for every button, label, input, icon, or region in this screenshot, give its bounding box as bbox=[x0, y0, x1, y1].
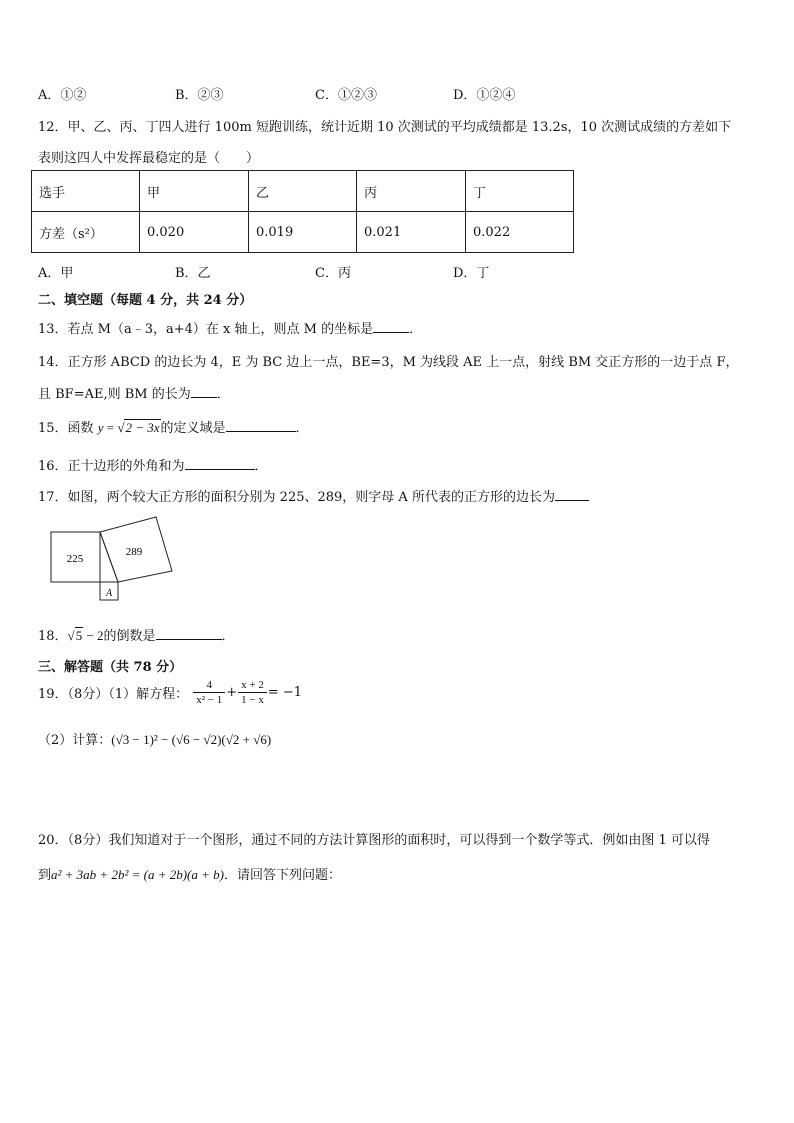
q15-end: ． bbox=[295, 421, 309, 436]
q12-option-b: B．乙 bbox=[175, 266, 211, 281]
triangle-edge bbox=[100, 532, 118, 582]
q13-end: ． bbox=[409, 322, 423, 337]
answer-blank bbox=[555, 488, 589, 501]
q17-text: 17．如图，两个较大正方形的面积分别为 225、289，则字母 A 所代表的正方形的边长为 bbox=[38, 490, 555, 505]
q19-part1-label: 19．（8分）（1）解方程： bbox=[38, 687, 189, 702]
q11-option-a: A．①② bbox=[38, 88, 87, 103]
q20-line2-prefix: 到 bbox=[38, 868, 52, 883]
q17 bbox=[38, 486, 589, 505]
fraction-numerator: x + 2 bbox=[238, 678, 267, 693]
table-header-cell: 乙 bbox=[249, 171, 357, 212]
plus-sign: + bbox=[226, 685, 238, 700]
q20-line2-suffix: ．请回答下列问题： bbox=[224, 868, 342, 883]
answer-blank bbox=[373, 320, 409, 333]
table-header-cell: 丙 bbox=[357, 171, 466, 212]
q12-option-d: D．丁 bbox=[453, 266, 490, 281]
q15-prefix: 15．函数 bbox=[38, 421, 94, 436]
q20-line1: 20．（8分）我们知道对于一个图形，通过不同的方法计算图形的面积时，可以得到一个数学等式．例如由图 1 可以得 bbox=[38, 833, 710, 848]
table-header-cell: 甲 bbox=[140, 171, 249, 212]
fraction-denominator: 1 − x bbox=[241, 694, 264, 706]
table-header-cell: 选手 bbox=[32, 171, 140, 212]
table-header-cell: 丁 bbox=[466, 171, 574, 212]
q11-option-d: D．①②④ bbox=[453, 88, 516, 103]
table-cell: 0.022 bbox=[466, 212, 574, 253]
sqrt-sign: √ bbox=[117, 420, 125, 435]
q15-radicand: 2 − 3x bbox=[125, 420, 160, 435]
q15-formula bbox=[98, 419, 161, 435]
table-row-label: 方差（s²） bbox=[32, 212, 140, 253]
answer-blank bbox=[185, 457, 255, 470]
q14-line1: 14．正方形 ABCD 的边长为 4，E 为 BC 边上一点，BE=3，M 为线段 AE 上一点，射线 BM 交正方形的一边于点 F， bbox=[38, 355, 739, 370]
q19-part2-expression: (√3 − 1)² − (√6 − √2)(√2 + √6) bbox=[111, 732, 272, 747]
q13 bbox=[38, 318, 422, 337]
q16-end: ． bbox=[254, 459, 268, 474]
answer-blank bbox=[191, 385, 217, 398]
q20-line2 bbox=[38, 864, 341, 883]
section-title-fill-in: 二、填空题（每题 4 分，共 24 分） bbox=[38, 293, 253, 308]
q14-end: ． bbox=[216, 387, 230, 402]
fraction-denominator: x² − 1 bbox=[196, 694, 223, 706]
q18-prefix: 18． bbox=[38, 629, 68, 644]
q19-part2-label: （2）计算： bbox=[38, 733, 112, 748]
squares-figure bbox=[48, 514, 180, 604]
q12-text-line1: 12．甲、乙、丙、丁四人进行 100m 短跑训练，统计近期 10 次测试的平均成绩都是 13.2s，10 次测试成绩的方差如下 bbox=[38, 120, 732, 135]
q13-text: 13．若点 M（a﹣3，a+4）在 x 轴上，则点 M 的坐标是 bbox=[38, 322, 374, 337]
answer-blank bbox=[156, 627, 222, 640]
q11-option-b: B．②③ bbox=[175, 88, 224, 103]
q19-fraction-2 bbox=[238, 678, 267, 707]
q15-eq: = bbox=[103, 420, 118, 435]
sqrt-sign: √ bbox=[67, 628, 75, 643]
q19-fraction-1 bbox=[193, 678, 225, 707]
table-cell: 0.020 bbox=[140, 212, 249, 253]
q16 bbox=[38, 455, 268, 474]
q18-end: ． bbox=[221, 629, 235, 644]
q18-suffix: 的倒数是 bbox=[103, 629, 156, 644]
q12-text-line2: 表则这四人中发挥最稳定的是（ ） bbox=[38, 151, 260, 166]
q19-rhs: = −1 bbox=[267, 685, 303, 700]
table-row bbox=[32, 212, 574, 253]
q16-text: 16．正十边形的外角和为 bbox=[38, 459, 185, 474]
fraction-numerator: 4 bbox=[193, 678, 225, 693]
table-header-row bbox=[32, 171, 574, 212]
q12-option-a: A．甲 bbox=[38, 266, 74, 281]
answer-blank bbox=[226, 419, 296, 432]
q20-formula: a² + 3ab + 2b² = (a + 2b)(a + b) bbox=[51, 867, 224, 882]
label-a: A bbox=[105, 588, 113, 599]
q18-formula bbox=[68, 627, 104, 643]
q15-suffix: 的定义域是 bbox=[160, 421, 226, 436]
q12-option-c: C．丙 bbox=[315, 266, 351, 281]
q18-radicand: 5 bbox=[75, 628, 83, 643]
q14-line2-wrap bbox=[38, 383, 230, 402]
q18-minus: − 2 bbox=[83, 628, 104, 643]
q15-y: y bbox=[97, 420, 104, 435]
q19-part2 bbox=[38, 729, 271, 748]
label-289: 289 bbox=[125, 546, 143, 558]
variance-table bbox=[31, 170, 574, 253]
q14-line2: 且 BF=AE,则 BM 的长为 bbox=[38, 387, 191, 402]
label-225: 225 bbox=[66, 553, 84, 565]
section-title-solve: 三、解答题（共 78 分） bbox=[38, 660, 183, 675]
q11-option-c: C．①②③ bbox=[315, 88, 377, 103]
table-cell: 0.019 bbox=[249, 212, 357, 253]
q19-part1 bbox=[38, 678, 302, 707]
q15 bbox=[38, 417, 309, 436]
q18 bbox=[38, 625, 235, 644]
table-cell: 0.021 bbox=[357, 212, 466, 253]
